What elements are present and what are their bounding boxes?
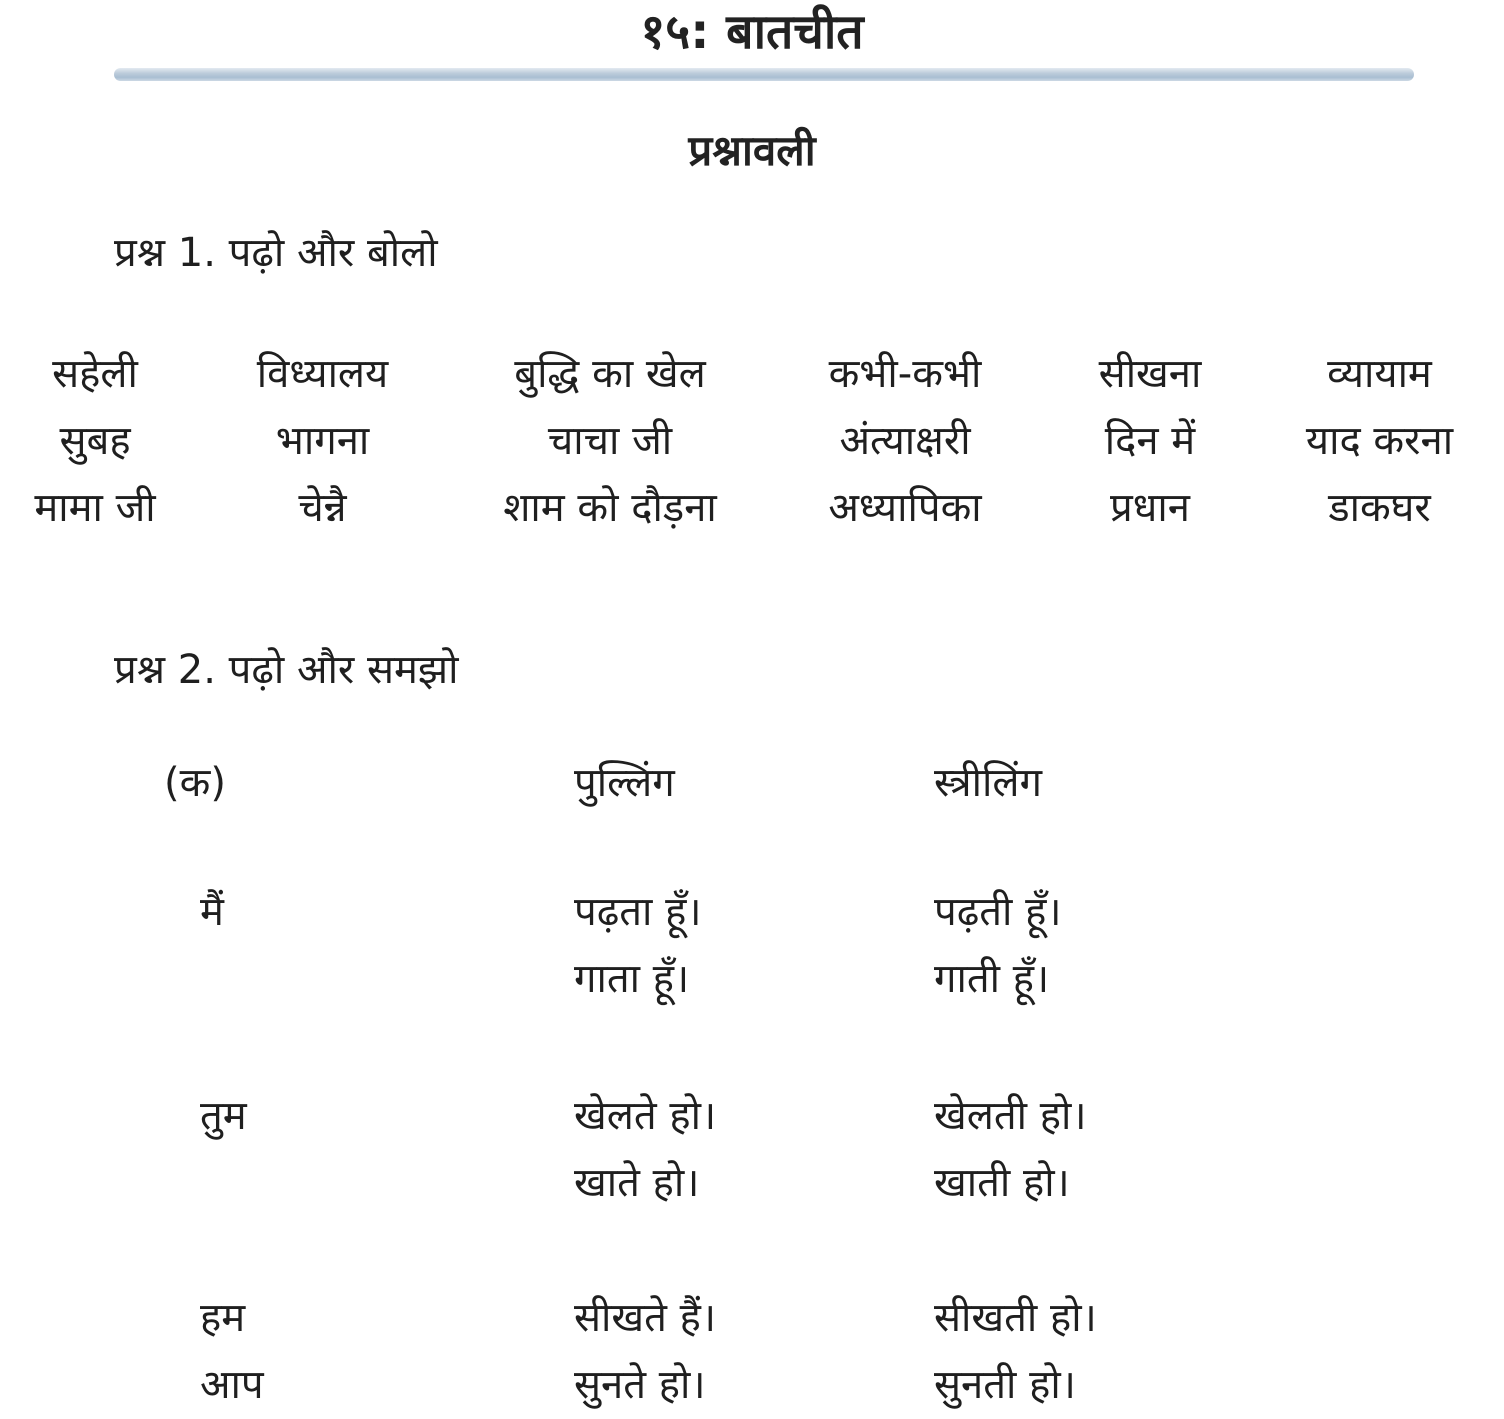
word-item: कभी-कभी (828, 351, 982, 397)
table-row-tum (0, 1083, 1504, 1217)
question2-label: प्रश्न 2. पढ़ो और समझो (114, 647, 459, 693)
pronoun-cell: मैं (200, 889, 224, 935)
worksheet-page (0, 2, 1504, 1408)
word-item: विध्यालय (256, 351, 389, 397)
word-item: सीखना (1098, 351, 1202, 397)
word-item: मामा जी (34, 485, 156, 531)
table-header-row (0, 750, 1504, 817)
column-header-masculine: पुल्लिंग (574, 760, 675, 806)
word-grid (0, 341, 1504, 542)
feminine-cell: सीखती हो। सुनती हो। (934, 1295, 1097, 1408)
page-title: १५: बातचीत (640, 4, 864, 60)
word-item: अंत्याक्षरी (839, 418, 971, 464)
pronoun-cell: तुम (200, 1093, 247, 1139)
word-item: याद करना (1305, 418, 1454, 464)
word-item: व्यायाम (1327, 351, 1432, 397)
word-item: चाचा जी (547, 418, 673, 464)
word-item: प्रधान (1110, 485, 1190, 531)
word-item: सुबह (59, 418, 131, 464)
section-label: (क) (164, 760, 226, 806)
word-item: डाकघर (1328, 485, 1431, 531)
column-header-feminine: स्त्रीलिंग (934, 760, 1042, 806)
table-row-main (0, 879, 1504, 1013)
table-row-hum-aap (0, 1285, 1504, 1419)
word-item: चेन्नै (298, 485, 347, 531)
word-item: सहेली (52, 351, 138, 397)
question1-label: प्रश्न 1. पढ़ो और बोलो (114, 230, 438, 276)
gender-table (0, 750, 1504, 1419)
masculine-cell: पढ़ता हूँ। गाता हूँ। (574, 889, 702, 1002)
word-item: दिन में (1104, 418, 1196, 464)
feminine-cell: पढ़ती हूँ। गाती हूँ। (934, 889, 1062, 1002)
word-item: अध्यापिका (828, 485, 982, 531)
word-item: शाम को दौड़ना (503, 485, 717, 531)
pronoun-cell: हम आप (200, 1295, 264, 1408)
questionnaire-heading: प्रश्नावली (688, 126, 816, 175)
masculine-cell: खेलते हो। खाते हो। (574, 1093, 717, 1206)
title-divider (114, 68, 1414, 81)
feminine-cell: खेलती हो। खाती हो। (934, 1093, 1087, 1206)
masculine-cell: सीखते हैं। सुनते हो। (574, 1295, 717, 1408)
word-item: भागना (275, 418, 370, 464)
word-item: बुद्धि का खेल (514, 351, 706, 397)
